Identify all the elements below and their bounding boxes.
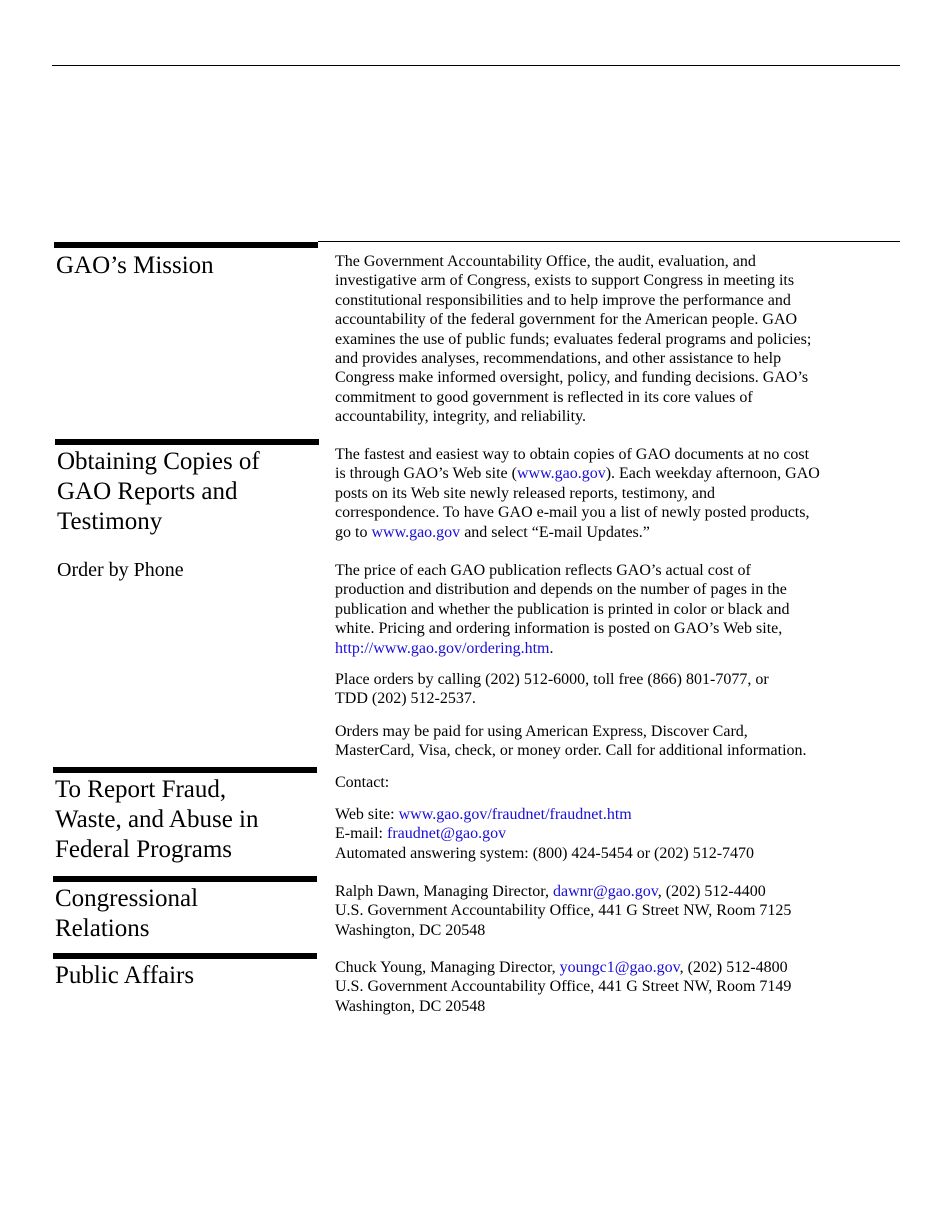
dawnr-email-link[interactable]: dawnr@gao.gov <box>552 883 658 900</box>
gao-website-link[interactable]: www.gao.gov <box>516 465 606 483</box>
text-line: constitutional responsibilities and to help improve the performance and <box>335 291 791 309</box>
text-line: http://www.gao.gov/ordering.htm. <box>335 639 554 657</box>
text-line: production and distribution and depends on the number of pages in the <box>335 581 787 599</box>
heading-line: Relations <box>55 915 150 942</box>
mission-text <box>335 252 895 427</box>
public-affairs-contact <box>335 958 895 1016</box>
section-bar-fraud <box>53 767 317 773</box>
heading-line: Federal Programs <box>55 836 233 863</box>
text-line: Washington, DC 20548 <box>335 921 486 939</box>
phone-orders-text <box>335 670 895 709</box>
text-line: white. Pricing and ordering information is posted on GAO’s Web site, <box>335 620 783 638</box>
text-line: accountability, integrity, and reliability. <box>335 408 587 426</box>
text-line: Place orders by calling (202) 512-6000, toll free (866) 801-7077, or <box>335 671 769 688</box>
text-line: Congress make informed oversight, policy, and funding decisions. GAO’s <box>335 369 809 387</box>
heading-order-by-phone: Order by Phone <box>57 559 184 581</box>
text-line: go to www.gao.gov and select “E-mail Updates.” <box>335 523 650 541</box>
text-line: Orders may be paid for using American Express, Discover Card, <box>335 723 748 740</box>
fraudnet-email-link[interactable]: fraudnet@gao.gov <box>386 825 507 843</box>
heading-line: Testimony <box>57 508 163 535</box>
header-rule <box>318 241 900 242</box>
text-line: investigative arm of Congress, exists to support Congress in meeting its <box>335 272 795 290</box>
section-bar-copies <box>55 439 319 445</box>
congress-contact <box>335 882 895 940</box>
text-line: accountability of the federal government for the American people. GAO <box>335 311 798 329</box>
text-line: E-mail: fraudnet@gao.gov <box>335 825 507 843</box>
text-line: and provides analyses, recommendations, and other assistance to help <box>335 350 782 368</box>
fraudnet-web-link[interactable]: www.gao.gov/fraudnet/fraudnet.htm <box>398 806 632 823</box>
text-line: The fastest and easiest way to obtain copies of GAO documents at no cost <box>335 446 810 463</box>
ordering-link[interactable]: http://www.gao.gov/ordering.htm <box>335 639 550 657</box>
section-bar-congress <box>53 876 317 882</box>
phone-price-text <box>335 561 895 658</box>
heading-line: To Report Fraud, <box>55 776 227 803</box>
section-bar-public-affairs <box>53 953 317 959</box>
text-line: TDD (202) 512-2537. <box>335 690 476 708</box>
text-line: examines the use of public funds; evaluates federal programs and policies; <box>335 330 812 348</box>
text-line: MasterCard, Visa, check, or money order. Call for additional information. <box>335 742 807 760</box>
heading-line: GAO Reports and <box>57 478 238 505</box>
section-bar-mission <box>54 242 318 248</box>
text-line: Web site: www.gao.gov/fraudnet/fraudnet.htm <box>335 806 632 823</box>
text-line: correspondence. To have GAO e-mail you a list of newly posted products, <box>335 504 810 522</box>
text-line: U.S. Government Accountability Office, 441 G Street NW, Room 7149 <box>335 978 792 996</box>
heading-congressional-relations <box>55 884 198 944</box>
text-line: Automated answering system: (800) 424-5454 or (202) 512-7470 <box>335 844 755 862</box>
heading-fraud <box>55 775 259 865</box>
phone-payment-text <box>335 722 895 761</box>
text-line: Ralph Dawn, Managing Director, dawnr@gao.gov, (202) 512-4400 <box>335 883 766 900</box>
heading-mission: GAO’s Mission <box>56 252 214 279</box>
text-line: Chuck Young, Managing Director, youngc1@gao.gov, (202) 512-4800 <box>335 959 788 976</box>
text-line: posts on its Web site newly released reports, testimony, and <box>335 484 715 502</box>
fraud-contact-label: Contact: <box>335 774 390 791</box>
text-line: Washington, DC 20548 <box>335 997 486 1015</box>
copies-text <box>335 445 895 542</box>
text-line: The Government Accountability Office, the audit, evaluation, and <box>335 253 756 270</box>
text-line: publication and whether the publication is printed in color or black and <box>335 600 790 618</box>
heading-line: Waste, and Abuse in <box>55 806 259 833</box>
text-line: The price of each GAO publication reflects GAO’s actual cost of <box>335 562 751 579</box>
fraud-contact-details <box>335 805 895 863</box>
heading-line: Congressional <box>55 885 199 912</box>
gao-website-link-2[interactable]: www.gao.gov <box>371 523 461 541</box>
top-rule <box>52 65 900 66</box>
heading-line: Obtaining Copies of <box>57 448 260 475</box>
heading-public-affairs: Public Affairs <box>55 962 195 989</box>
youngc1-email-link[interactable]: youngc1@gao.gov <box>559 959 680 976</box>
text-line: commitment to good government is reflected in its core values of <box>335 388 753 406</box>
heading-copies <box>57 447 260 537</box>
text-line: is through GAO’s Web site (www.gao.gov). Each weekday afternoon, GAO <box>335 465 820 483</box>
text-line: U.S. Government Accountability Office, 441 G Street NW, Room 7125 <box>335 902 792 920</box>
